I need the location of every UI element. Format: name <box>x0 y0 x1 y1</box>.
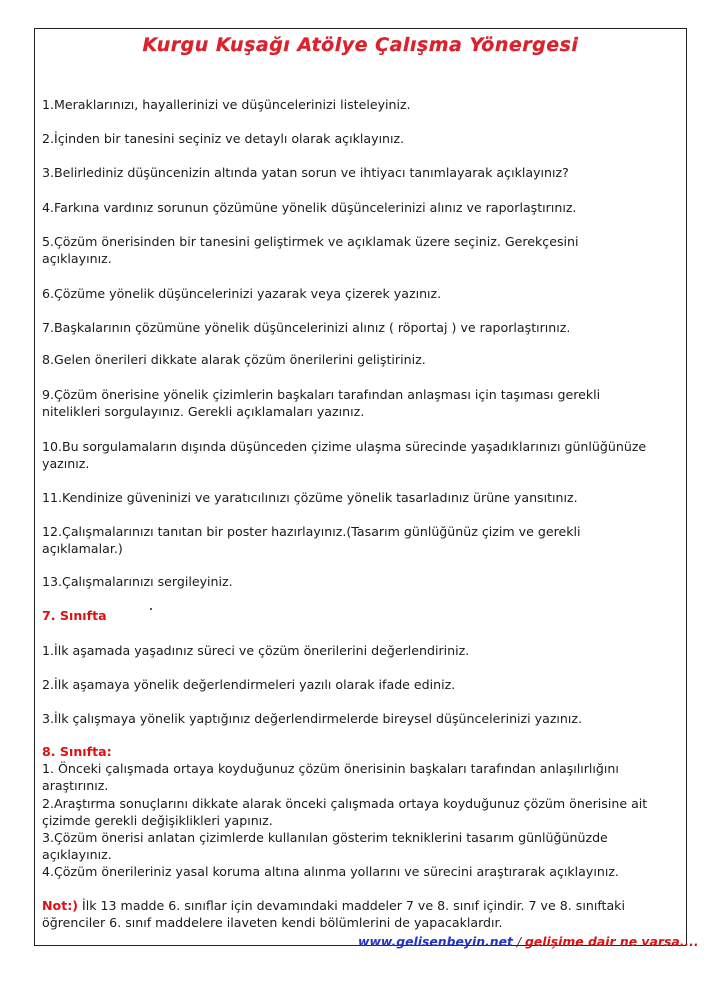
list-item: 2.İçinden bir tanesini seçiniz ve detaylı olarak açıklayınız. <box>42 131 405 146</box>
section-8-heading: 8. Sınıfta: <box>42 744 112 759</box>
list-item: 6.Çözüme yönelik düşüncelerinizi yazarak veya çizerek yazınız. <box>42 286 442 301</box>
stray-dot <box>150 608 152 610</box>
note-text: İlk 13 madde 6. sınıflar için devamındaki maddeler 7 ve 8. sınıf içindir. 7 ve 8. sınıftaki öğrenciler 6. sınıf maddelere ilaveten kendi bölümlerini de yapacaklardır. <box>42 898 625 930</box>
footer-separator: / <box>512 934 525 949</box>
list-item: 7.Başkalarının çözümüne yönelik düşüncelerinizi alınız ( röportaj ) ve raporlaştırınız. <box>42 320 571 335</box>
list-item: 3.İlk çalışmaya yönelik yaptığınız değerlendirmelerde bireysel düşüncelerinizi yazınız. <box>42 711 583 726</box>
note-label: Not:) <box>42 898 79 913</box>
list-item: 1. Önceki çalışmada ortaya koyduğunuz çözüm önerisinin başkaları tarafından anlaşılırlığını araştırınız. <box>42 761 619 793</box>
note <box>42 897 667 931</box>
list-item: 4.Çözüm önerileriniz yasal koruma altına alınma yollarını ve sürecini araştırarak açıklayınız. <box>42 864 619 879</box>
list-item: 2.Araştırma sonuçlarını dikkate alarak önceki çalışmada ortaya koyduğunuz çözüm önerisine ait çizimde gerekli değişiklikleri yapınız. <box>42 796 648 828</box>
list-item: 3.Belirlediniz düşüncenizin altında yatan sorun ve ihtiyacı tanımlayarak açıklayınız? <box>42 165 569 180</box>
page-title: Kurgu Kuşağı Atölye Çalışma Yönergesi <box>142 34 579 56</box>
site-link[interactable]: www.gelisenbeyin.net <box>358 934 513 949</box>
list-item: 10.Bu sorgulamaların dışında düşünceden çizime ulaşma sürecinde yaşadıklarınızı günlüğünüze yazınız. <box>42 439 647 471</box>
list-item: 3.Çözüm önerisi anlatan çizimlerde kullanılan gösterim tekniklerini tasarım günlüğünüzde açıklayınız. <box>42 830 608 862</box>
list-item: 9.Çözüm önerisine yönelik çizimlerin başkaları tarafından anlaşması için taşıması gerekli nitelikleri sorgulayınız. Gerekli açıklamaları yazınız. <box>42 387 601 419</box>
site-slogan: gelişime dair ne varsa.... <box>524 934 699 949</box>
list-item: 11.Kendinize güveninizi ve yaratıcılınızı çözüme yönelik tasarladınız ürüne yansıtınız. <box>42 490 578 505</box>
section-7-heading: 7. Sınıfta <box>42 608 107 623</box>
footer <box>358 934 699 949</box>
list-item: 8.Gelen önerileri dikkate alarak çözüm önerilerini geliştiriniz. <box>42 352 426 367</box>
list-item: 1.İlk aşamada yaşadınız süreci ve çözüm önerilerini değerlendiriniz. <box>42 643 470 658</box>
list-item: 13.Çalışmalarınızı sergileyiniz. <box>42 574 233 589</box>
list-item: 12.Çalışmalarınızı tanıtan bir poster hazırlayınız.(Tasarım günlüğünüz çizim ve gerekli açıklamalar.) <box>42 524 581 556</box>
list-item: 4.Farkına vardınız sorunun çözümüne yönelik düşüncelerinizi alınız ve raporlaştırınız. <box>42 200 577 215</box>
list-item: 2.İlk aşamaya yönelik değerlendirmeleri yazılı olarak ifade ediniz. <box>42 677 456 692</box>
list-item: 5.Çözüm önerisinden bir tanesini geliştirmek ve açıklamak üzere seçiniz. Gerekçesini açıklayınız. <box>42 234 579 266</box>
list-item: 1.Meraklarınızı, hayallerinizi ve düşüncelerinizi listeleyiniz. <box>42 97 411 112</box>
